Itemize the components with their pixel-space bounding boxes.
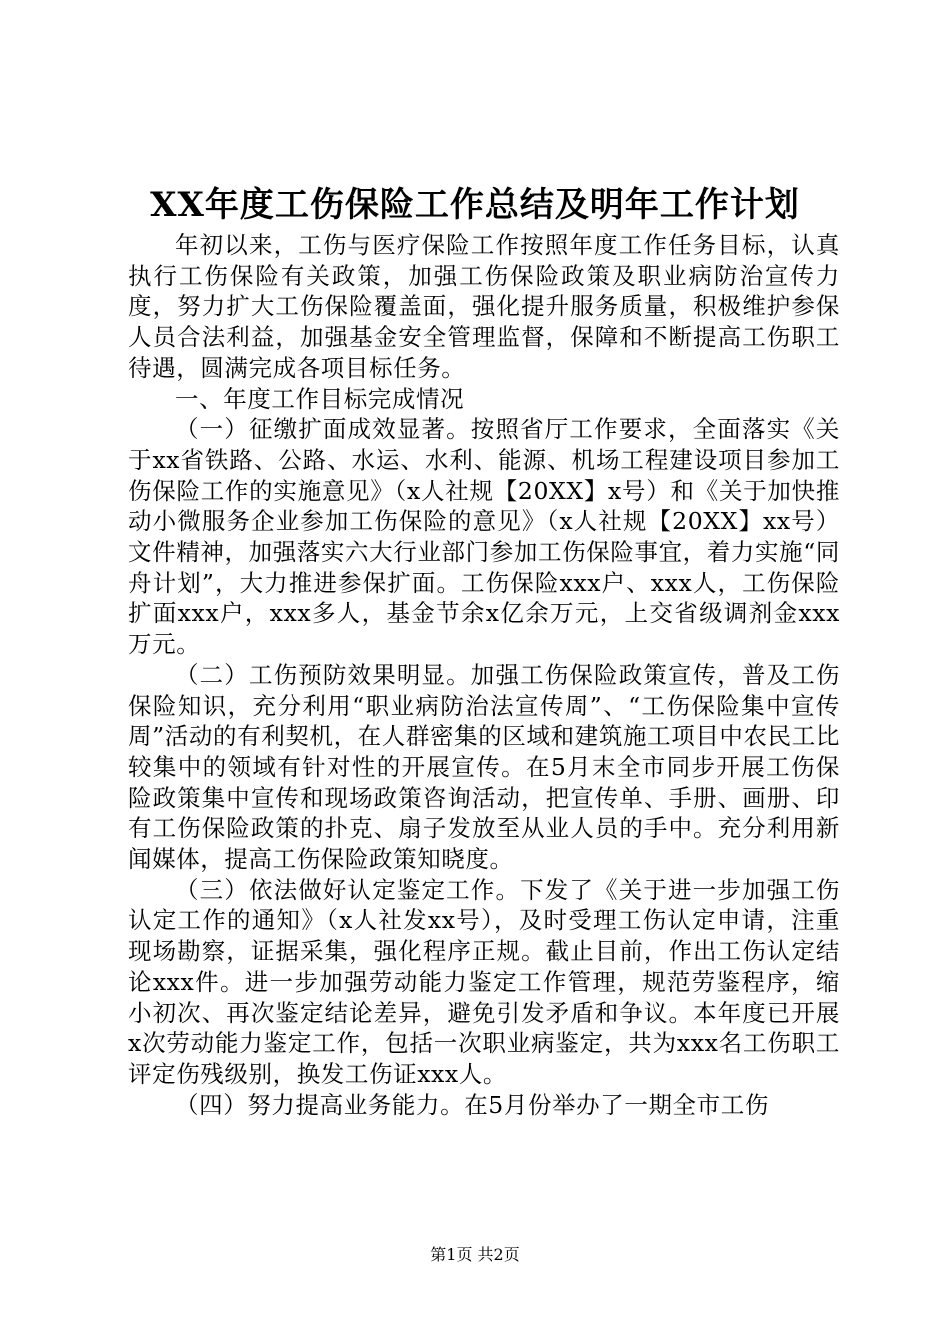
paragraph-item-1: （一）征缴扩面成效显著。按照省厅工作要求，全面落实《关于xx省铁路、公路、水运、水利、能源、机场工程建设项目参加工伤保险工作的实施意见》（x人社规【20XX】x号）和《关于加快推动小微服务企业参加工伤保险的意见》（x人社规【20XX】xx号）文件精神，加强落实六大行业部门参加工伤保险事宜，着力实施“同舟计划”，大力推进参保扩面。工伤保险xxx户、xxx人，工伤保险扩面xxx户，xxx多人，基金节余x亿余万元，上交省级调剂金xxx万元。 xyxy=(128,415,840,659)
document-title: XX年度工伤保险工作总结及明年工作计划 xyxy=(150,185,800,225)
section-heading: 一、年度工作目标完成情况 xyxy=(175,384,465,413)
intro-paragraph: 年初以来，工伤与医疗保险工作按照年度工作任务目标，认真执行工伤保险有关政策，加强工伤保险政策及职业病防治宣传力度，努力扩大工伤保险覆盖面，强化提升服务质量，积极维护参保人员合法利益，加强基金安全管理监督，保障和不断提高工伤职工待遇，圆满完成各项目标任务。 xyxy=(128,231,840,382)
paragraph-item-2: （二）工伤预防效果明显。加强工伤保险政策宣传，普及工伤保险知识，充分利用“职业病防治法宣传周”、“工伤保险集中宣传周”活动的有利契机，在人群密集的区域和建筑施工项目中农民工比较集中的领域有针对性的开展宣传。在5月末全市同步开展工伤保险政策集中宣传和现场政策咨询活动，把宣传单、手册、画册、印有工伤保险政策的扑克、扇子发放至从业人员的手中。充分利用新闻媒体，提高工伤保险政策知晓度。 xyxy=(128,660,840,874)
paragraph-item-4: （四）努力提高业务能力。在5月份举办了一期全市工伤 xyxy=(175,1090,769,1119)
paragraph-item-3: （三）依法做好认定鉴定工作。下发了《关于进一步加强工伤认定工作的通知》（x人社发xx号），及时受理工伤认定申请，注重现场勘察，证据采集，强化程序正规。截止目前，作出工伤认定结论xxx件。进一步加强劳动能力鉴定工作管理，规范劳鉴程序，缩小初次、再次鉴定结论差异，避免引发矛盾和争议。本年度已开展x次劳动能力鉴定工作，包括一次职业病鉴定，共为xxx名工伤职工评定伤残级别，换发工伤证xxx人。 xyxy=(128,875,840,1088)
document-body xyxy=(128,230,840,1120)
page-footer: 第1页 共2页 xyxy=(430,1245,520,1264)
